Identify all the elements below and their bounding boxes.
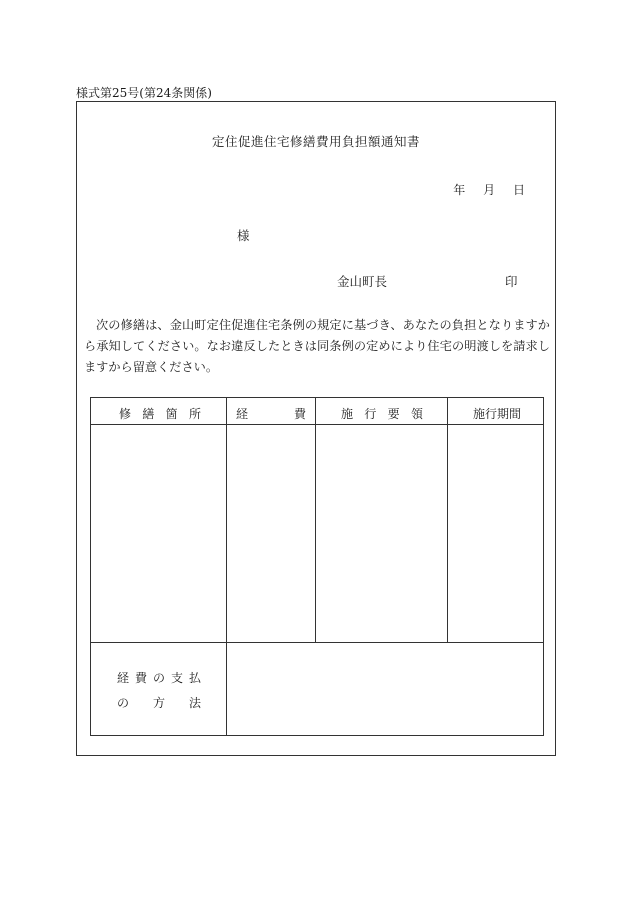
header-period: 施行期間 <box>472 407 521 421</box>
date-year: 年 <box>453 183 466 197</box>
header-divider <box>91 424 543 425</box>
date-month: 月 <box>483 183 496 197</box>
form-frame <box>76 101 556 756</box>
payment-label-line2: の 方 法 <box>117 696 201 710</box>
notice-body: 次の修繕は、金山町定住促進住宅条例の規定に基づき、あなたの負担となりますから承知してください。なお違反したときは同条例の定めにより住宅の明渡しを請求しますから留意ください。 <box>84 318 550 374</box>
header-cost: 経 費 <box>236 407 306 421</box>
document-title: 定住促進住宅修繕費用負担額通知書 <box>211 134 420 149</box>
header-method: 施 行 要 領 <box>341 407 423 421</box>
col-divider-1 <box>226 398 227 735</box>
addressee-suffix: 様 <box>237 228 250 243</box>
header-location: 修 繕 箇 所 <box>119 407 201 421</box>
payment-divider <box>91 642 543 643</box>
col-divider-2 <box>315 398 316 642</box>
date-day: 日 <box>512 183 525 197</box>
form-reference: 様式第25号(第24条関係) <box>76 86 212 100</box>
date-line <box>453 181 525 198</box>
seal-mark: 印 <box>505 274 518 289</box>
repair-table <box>90 397 544 736</box>
col-divider-3 <box>447 398 448 642</box>
payment-label-line1: 経 費 の 支 払 <box>117 671 201 685</box>
issuer-name: 金山町長 <box>337 274 388 289</box>
